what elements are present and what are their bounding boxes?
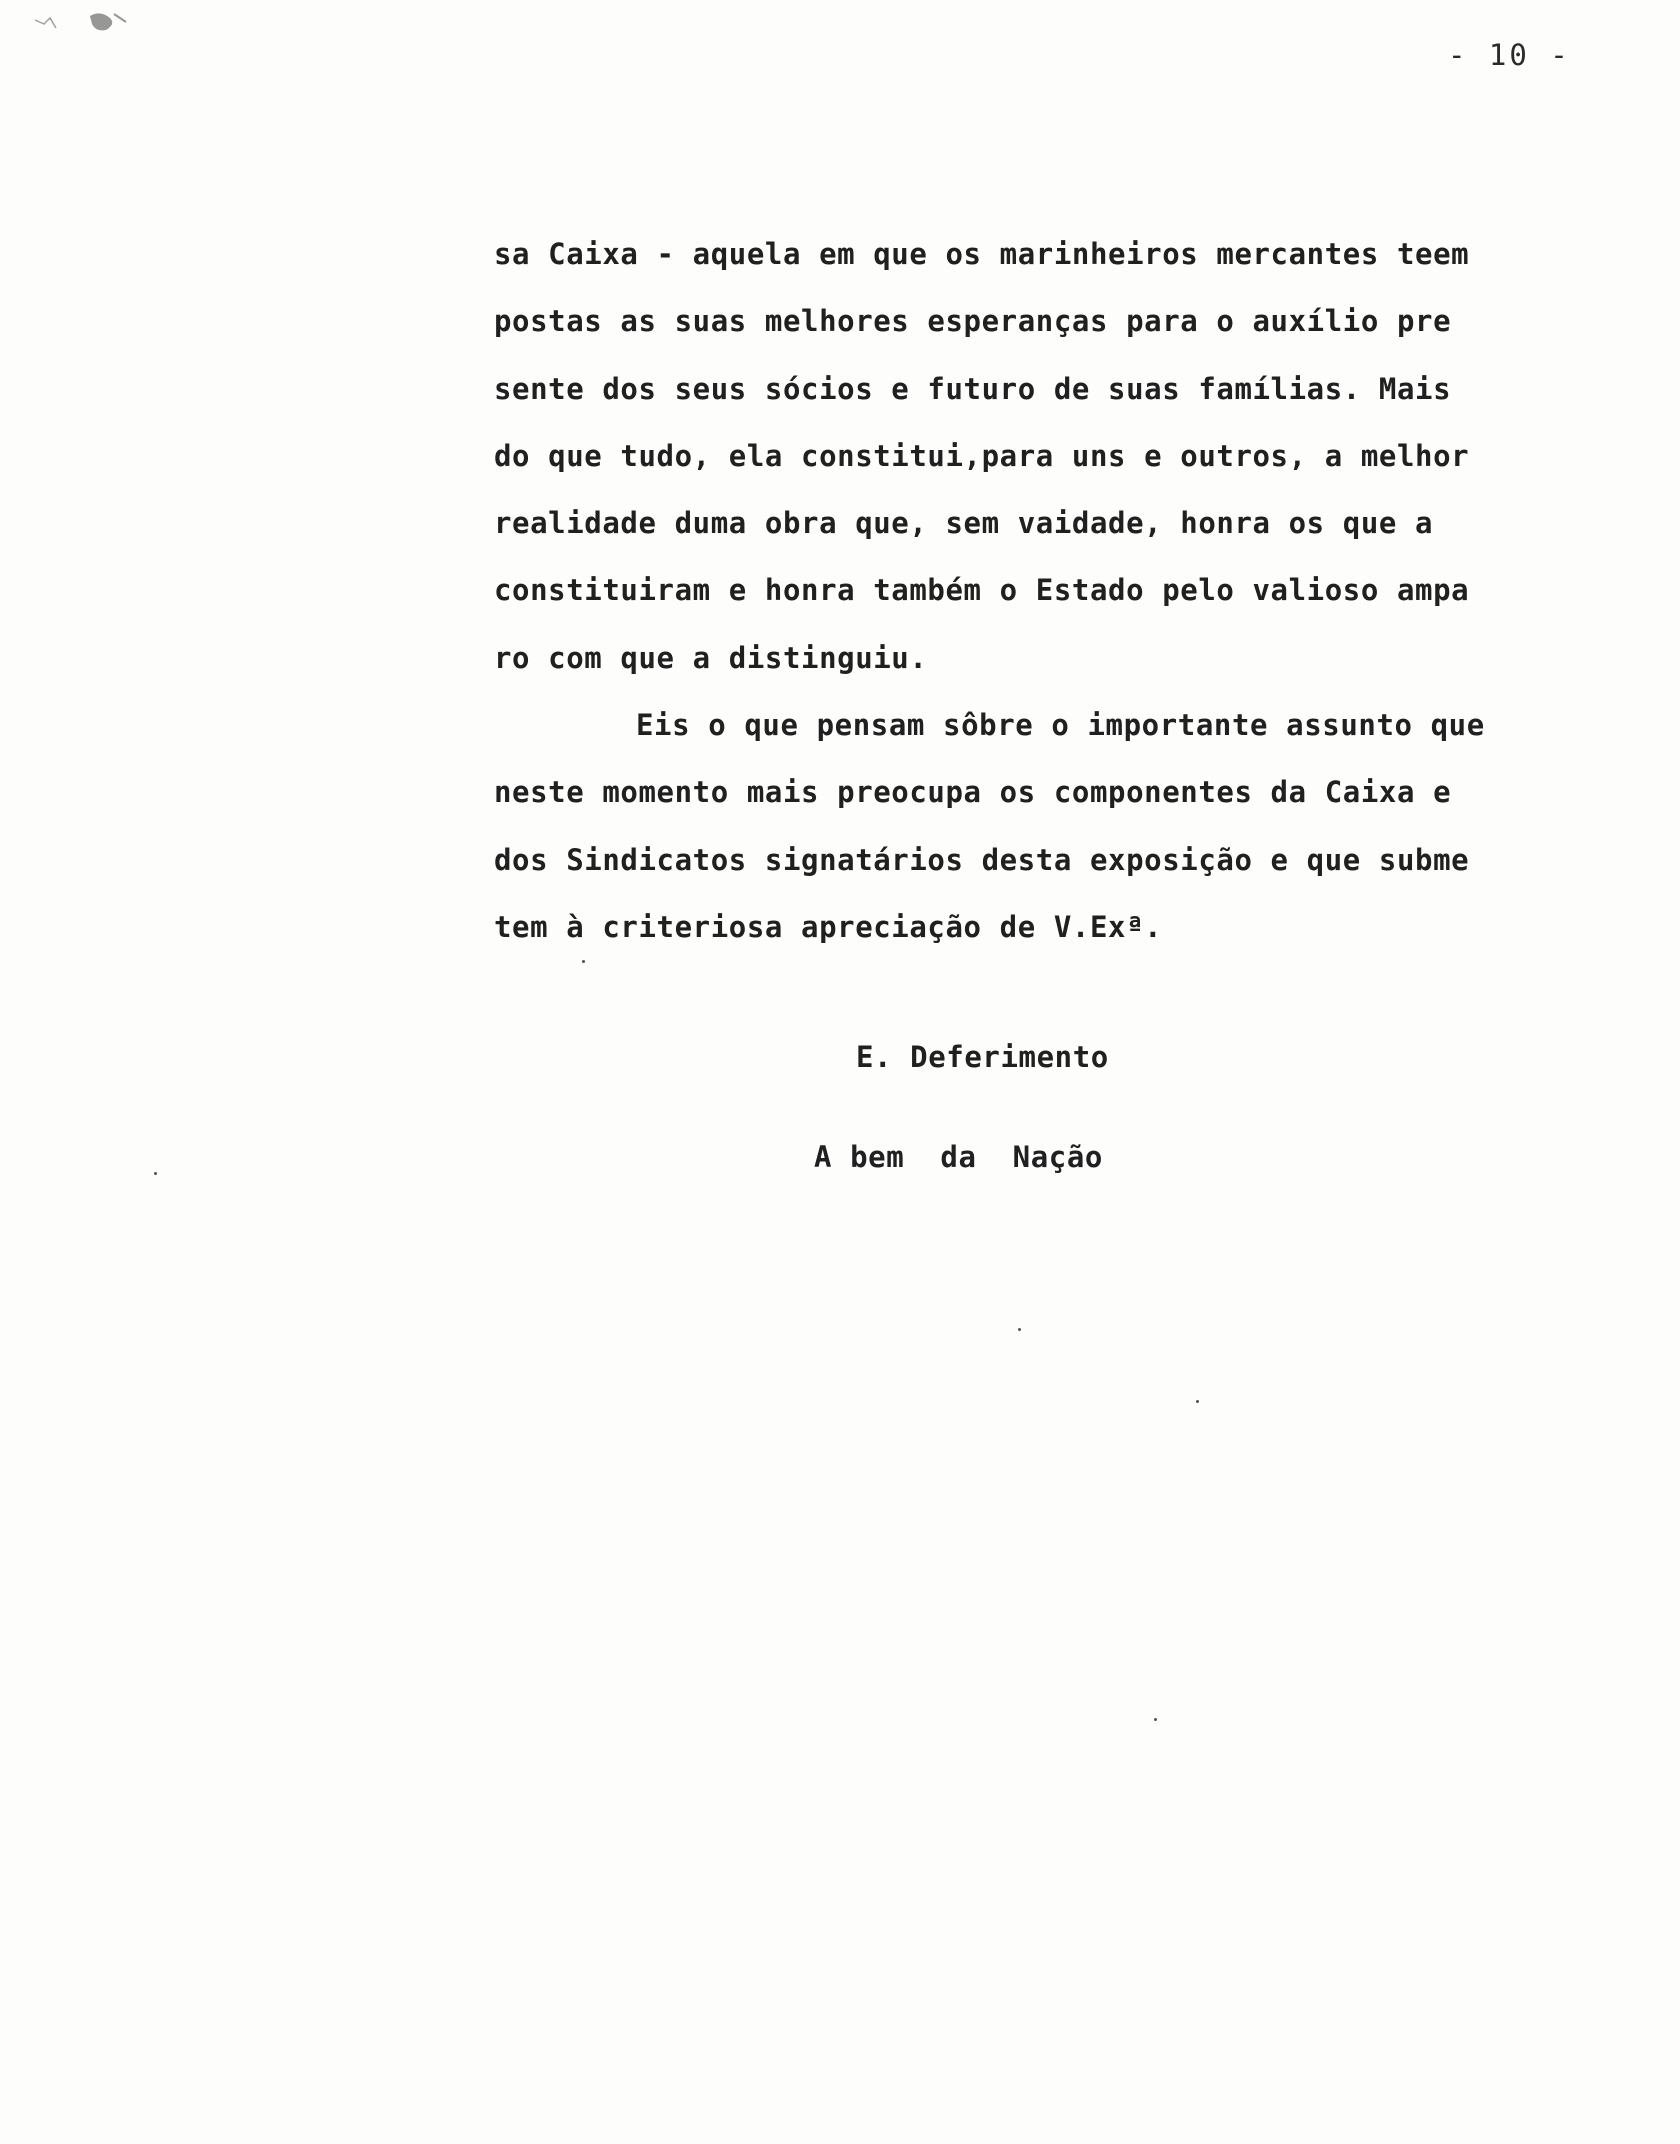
closing-a-bem-da-nacao: A bem da Nação bbox=[814, 1140, 1103, 1174]
ink-smudge-mark bbox=[30, 8, 150, 38]
body-line: neste momento mais preocupa os componentes da Caixa e bbox=[494, 775, 1452, 810]
paper-speck bbox=[1196, 1400, 1199, 1403]
body-line: sa Caixa - aquela em que os marinheiros mercantes teem bbox=[494, 237, 1470, 271]
body-line: sente dos seus sócios e futuro de suas famílias. Mais bbox=[494, 371, 1452, 406]
paper-speck bbox=[1018, 1328, 1021, 1331]
body-line: dos Sindicatos signatários desta exposição e que subme bbox=[494, 842, 1470, 877]
paper-speck bbox=[154, 1172, 157, 1175]
body-line: postas as suas melhores esperanças para o auxílio pre bbox=[494, 304, 1452, 339]
page-number: - 10 - bbox=[1448, 38, 1571, 72]
body-line: realidade duma obra que, sem vaidade, honra os que a bbox=[494, 506, 1434, 541]
body-line: ro com que a distinguiu. bbox=[494, 640, 928, 675]
body-line: tem à criteriosa apreciação de V.Exª. bbox=[494, 909, 1163, 944]
body-line-paragraph-start: Eis o que pensam sôbre o importante assunto que bbox=[636, 708, 1485, 743]
body-line: do que tudo, ela constitui,para uns e outros, a melhor bbox=[494, 438, 1470, 473]
body-text bbox=[494, 232, 1634, 972]
closing-deferimento: E. Deferimento bbox=[856, 1040, 1109, 1074]
paper-speck bbox=[1154, 1718, 1157, 1721]
paper-speck bbox=[582, 960, 585, 963]
body-line: constituiram e honra também o Estado pelo valioso ampa bbox=[494, 573, 1470, 608]
